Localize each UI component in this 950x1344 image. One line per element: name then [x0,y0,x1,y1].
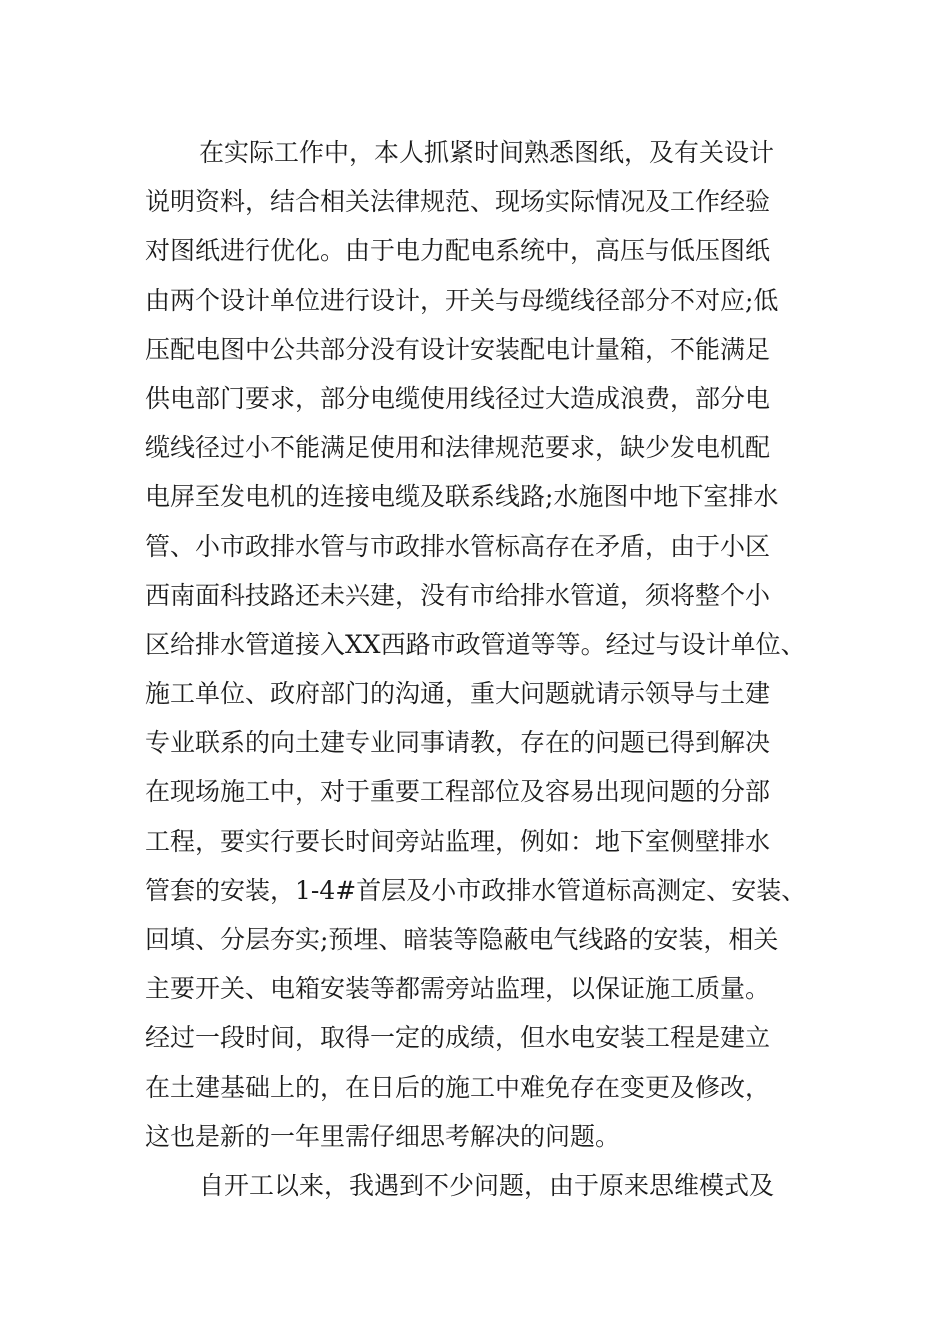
paragraph-2-line-1: 自开工以来，我遇到不少问题，由于原来思维模式及 [199,1170,775,1200]
paragraph-1-line-10: 西南面科技路还未兴建，没有市给排水管道，须将整个小 [145,580,771,610]
paragraph-1-line-1: 在实际工作中，本人抓紧时间熟悉图纸，及有关设计 [199,138,775,167]
paragraph-1-line-14: 在现场施工中，对于重要工程部位及容易出现问题的分部 [145,777,771,807]
paragraph-1-line-15: 工程，要实行要长时间旁站监理，例如：地下室侧壁排水 [145,826,771,856]
paragraph-1-line-21: 这也是新的一年里需仔细思考解决的问题。 [145,1121,621,1151]
paragraph-1-line-8: 电屏至发电机的连接电缆及联系线路;水施图中地下室排水 [145,482,779,512]
paragraph-1-line-17: 回填、分层夯实;预埋、暗装等隐蔽电气线路的安装，相关 [145,925,779,954]
paragraph-1-line-16: 管套的安装，1-4#首层及小市政排水管道标高测定、安装、 [145,875,807,905]
paragraph-1-line-6: 供电部门要求，部分电缆使用线径过大造成浪费，部分电 [145,383,771,413]
paragraph-1-line-13: 专业联系的向土建专业同事请教，存在的问题已得到解决 [145,728,771,758]
paragraph-1-line-5: 压配电图中公共部分没有设计安装配电计量箱，不能满足 [145,334,771,364]
paragraph-1-line-12: 施工单位、政府部门的沟通，重大问题就请示领导与土建 [145,679,771,709]
paragraph-1-line-7: 缆线径过小不能满足使用和法律规范要求，缺少发电机配 [145,433,771,463]
paragraph-1-line-4: 由两个设计单位进行设计，开关与母缆线径部分不对应;低 [145,285,779,315]
paragraph-1-line-11: 区给排水管道接入XX西路市政管道等等。经过与设计单位、 [145,629,806,659]
paragraph-1-line-18: 主要开关、电箱安装等都需旁站监理，以保证施工质量。 [145,974,771,1004]
paragraph-1-line-9: 管、小市政排水管与市政排水管标高存在矛盾，由于小区 [145,531,771,561]
paragraph-1-line-19: 经过一段时间，取得一定的成绩，但水电安装工程是建立 [145,1023,771,1053]
paragraph-1-line-3: 对图纸进行优化。由于电力配电系统中，高压与低压图纸 [145,236,771,266]
paragraph-1-line-2: 说明资料，结合相关法律规范、现场实际情况及工作经验 [145,187,771,217]
paragraph-1-line-20: 在土建基础上的，在日后的施工中难免存在变更及修改， [145,1072,771,1102]
body-text [145,128,825,1210]
